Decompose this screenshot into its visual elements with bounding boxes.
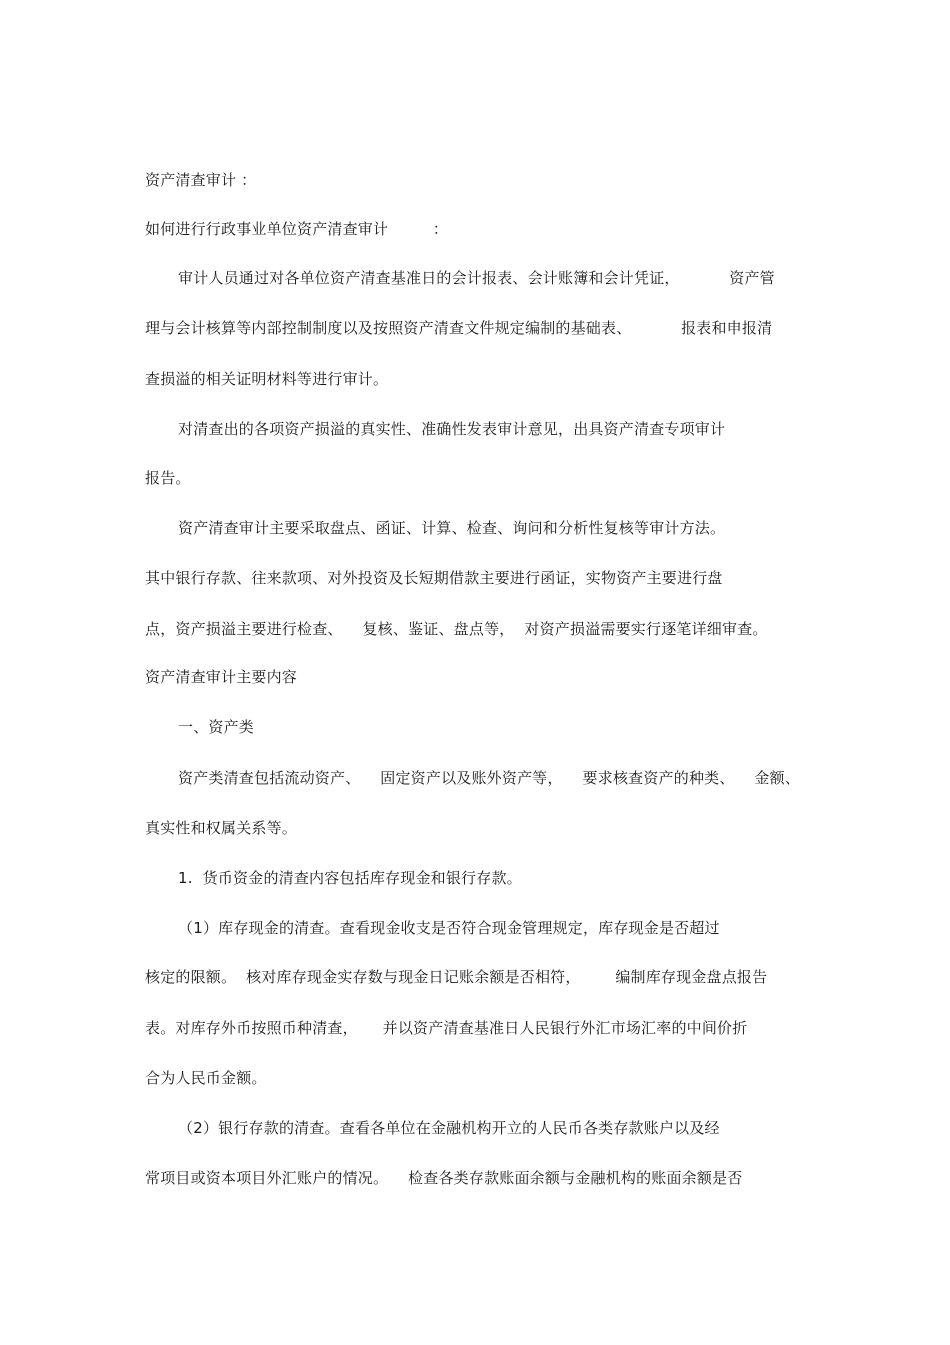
text-line-subtitle: 如何进行行政事业单位资产清查审计 ：	[145, 220, 449, 238]
section-heading: 一、资产类	[178, 718, 255, 736]
text-line: 审计人员通过对各单位资产清查基准日的会计报表、会计账簿和会计凭证， 资产管	[178, 269, 775, 287]
text-line: 核定的限额。 核对库存现金实存数与现金日记账余额是否相符， 编制库存现金盘点报告	[145, 968, 768, 986]
text-line: 报告。	[145, 469, 191, 487]
text-line-title: 资产清查审计 ：	[145, 171, 257, 189]
text-line: 点，资产损溢主要进行检查、 复核、鉴证、盘点等， 对资产损溢需要实行逐笔详细审查。	[145, 620, 768, 638]
text-line: 理与会计核算等内部控制制度以及按照资产清查文件规定编制的基础表、 报表和申报清	[145, 319, 773, 337]
text-line: （2）银行存款的清查。查看各单位在金融机构开立的人民币各类存款账户以及经	[178, 1119, 720, 1137]
text-line: 对清查出的各项资产损溢的真实性、准确性发表审计意见，出具资产清查专项审计	[178, 420, 726, 438]
text-line: 其中银行存款、往来款项、对外投资及长短期借款主要进行函证，实物资产主要进行盘	[145, 569, 723, 587]
text-line: 常项目或资本项目外汇账户的情况。 检查各类存款账面余额与金融机构的账面余额是否	[145, 1169, 743, 1187]
text-line: 查损溢的相关证明材料等进行审计。	[145, 370, 389, 388]
text-line: 资产类清查包括流动资产、 固定资产以及账外资产等， 要求核查资产的种类、 金额、	[178, 769, 801, 787]
text-line: 表。对库存外币按照币种清查， 并以资产清查基准日人民银行外汇市场汇率的中间价折	[145, 1019, 748, 1037]
text-line: 资产清查审计主要采取盘点、函证、计算、检查、询问和分析性复核等审计方法。	[178, 519, 726, 537]
text-line: 真实性和权属关系等。	[145, 819, 298, 837]
text-line: （1）库存现金的清查。查看现金收支是否符合现金管理规定，库存现金是否超过	[178, 919, 720, 937]
text-line: 1. 货币资金的清查内容包括库存现金和银行存款。	[178, 869, 522, 887]
text-line: 合为人民币金额。	[145, 1069, 267, 1087]
section-heading: 资产清查审计主要内容	[145, 668, 298, 686]
